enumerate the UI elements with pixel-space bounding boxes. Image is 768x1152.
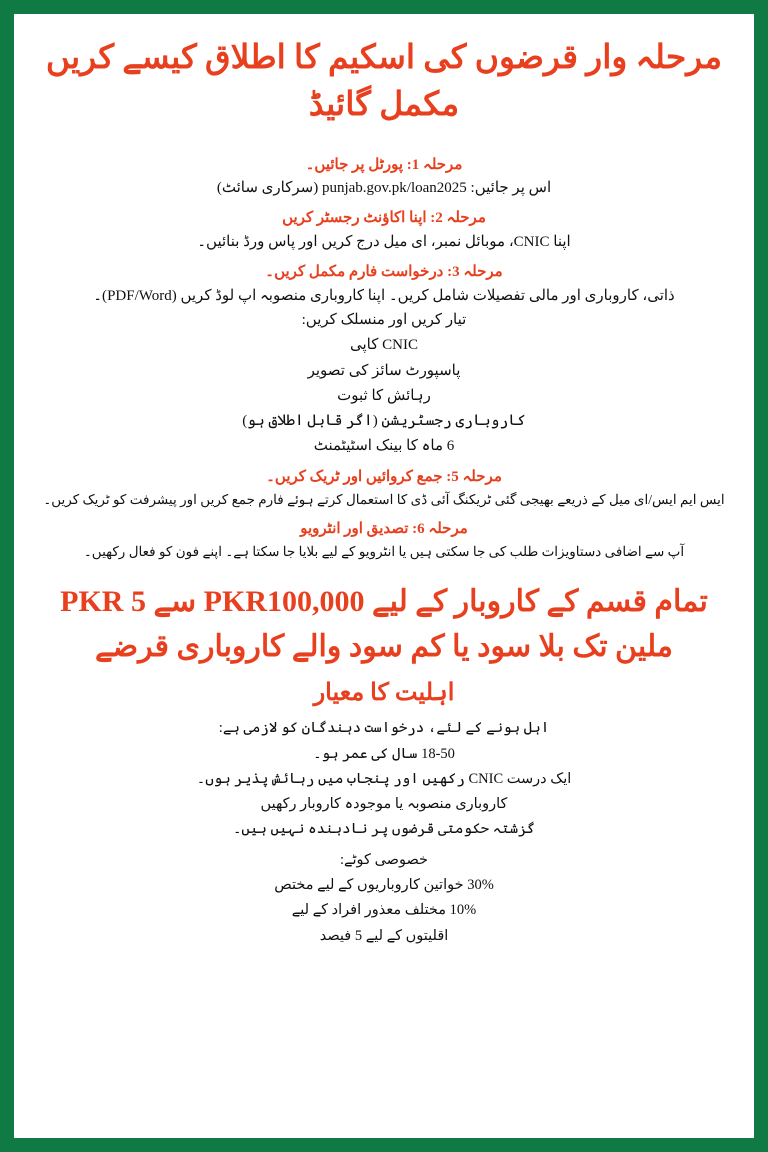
eligibility-lead: اہل ہونے کے لئے، درخواست دہندگان کو لازمی ہے:	[218, 720, 550, 737]
list-item: کاروباری منصوبہ یا موجودہ کاروبار رکھیں	[260, 796, 508, 813]
list-item: کاروباری رجسٹریشن (اگر قابل اطلاق ہو)	[242, 413, 526, 430]
list-item: ایک درست CNIC رکھیں اور پنجاب میں رہائش پذیر ہوں۔	[196, 771, 572, 788]
page-title: مرحلہ وار قرضوں کی اسکیم کا اطلاق کیسے کریں مکمل گائیڈ	[45, 40, 723, 123]
list-item: 30% خواتین کاروباریوں کے لیے مختص	[274, 876, 494, 893]
step-1-heading: مرحلہ 1: پورٹل پر جائیں۔	[305, 156, 463, 173]
spacer	[43, 133, 725, 147]
documents-list	[43, 333, 725, 458]
quota-list	[43, 873, 725, 949]
step-3-line-2: تیار کریں اور منسلک کریں:	[301, 311, 467, 328]
step-2-line-1: اپنا CNIC، موبائل نمبر، ای میل درج کریں اور پاس ورڈ بنائیں۔	[197, 233, 571, 250]
step-2	[43, 207, 725, 254]
step-1-line-1: اس پر جائیں: punjab.gov.pk/loan2025 (سرکاری سائٹ)	[216, 180, 552, 197]
list-item: 18-50 سال کی عمر ہو۔	[313, 746, 455, 763]
list-item: 6 ماہ کا بینک اسٹیٹمنٹ	[313, 438, 455, 455]
step-5-line-1: ایس ایم ایس/ای میل کے ذریعے بھیجی گئی ٹریکنگ آئی ڈی کا استعمال کرتے ہوئے فارم جمع کریں اور پیشرفت کو ٹریک کریں۔	[43, 492, 725, 508]
list-item: گزشتہ حکومتی قرضوں پر نادہندہ نہیں ہیں۔	[232, 821, 536, 838]
list-item: رہائش کا ثبوت	[337, 387, 431, 404]
list-item: 10% مختلف معذور افراد کے لیے	[291, 902, 477, 919]
poster-content	[14, 14, 754, 1138]
quota-heading: خصوصی کوٹے:	[339, 852, 428, 869]
eligibility-list	[43, 742, 725, 842]
step-6-line-1: آپ سے اضافی دستاویزات طلب کی جا سکتی ہیں یا انٹرویو کے لیے بلایا جا سکتا ہے۔ اپنے فون کو فعال رکھیں۔	[83, 544, 685, 560]
list-item: پاسپورٹ سائز کی تصویر	[307, 362, 461, 379]
step-1	[43, 154, 725, 201]
list-item: CNIC کاپی	[350, 337, 418, 354]
loan-highlight: تمام قسم کے کاروبار کے لیے PKR100,000 سے PKR 5 ملین تک بلا سود یا کم سود والے کاروباری قرضے	[60, 584, 708, 663]
step-3	[43, 261, 725, 332]
step-5-heading: مرحلہ 5: جمع کروائیں اور ٹریک کریں۔	[266, 468, 502, 485]
step-3-line-1: ذاتی، کاروباری اور مالی تفصیلات شامل کریں۔ اپنا کاروباری منصوبہ اپ لوڈ کریں (PDF/Word)۔	[93, 287, 675, 304]
eligibility-title: اہلیت کا معیار	[313, 679, 455, 706]
step-3-heading: مرحلہ 3: درخواست فارم مکمل کریں۔	[265, 264, 503, 281]
step-6-heading: مرحلہ 6: تصدیق اور انٹرویو	[300, 520, 468, 537]
list-item: اقلیتوں کے لیے 5 فیصد	[319, 927, 449, 944]
step-5	[43, 466, 725, 511]
step-6	[43, 518, 725, 563]
step-2-heading: مرحلہ 2: اپنا اکاؤنٹ رجسٹر کریں	[282, 210, 486, 227]
